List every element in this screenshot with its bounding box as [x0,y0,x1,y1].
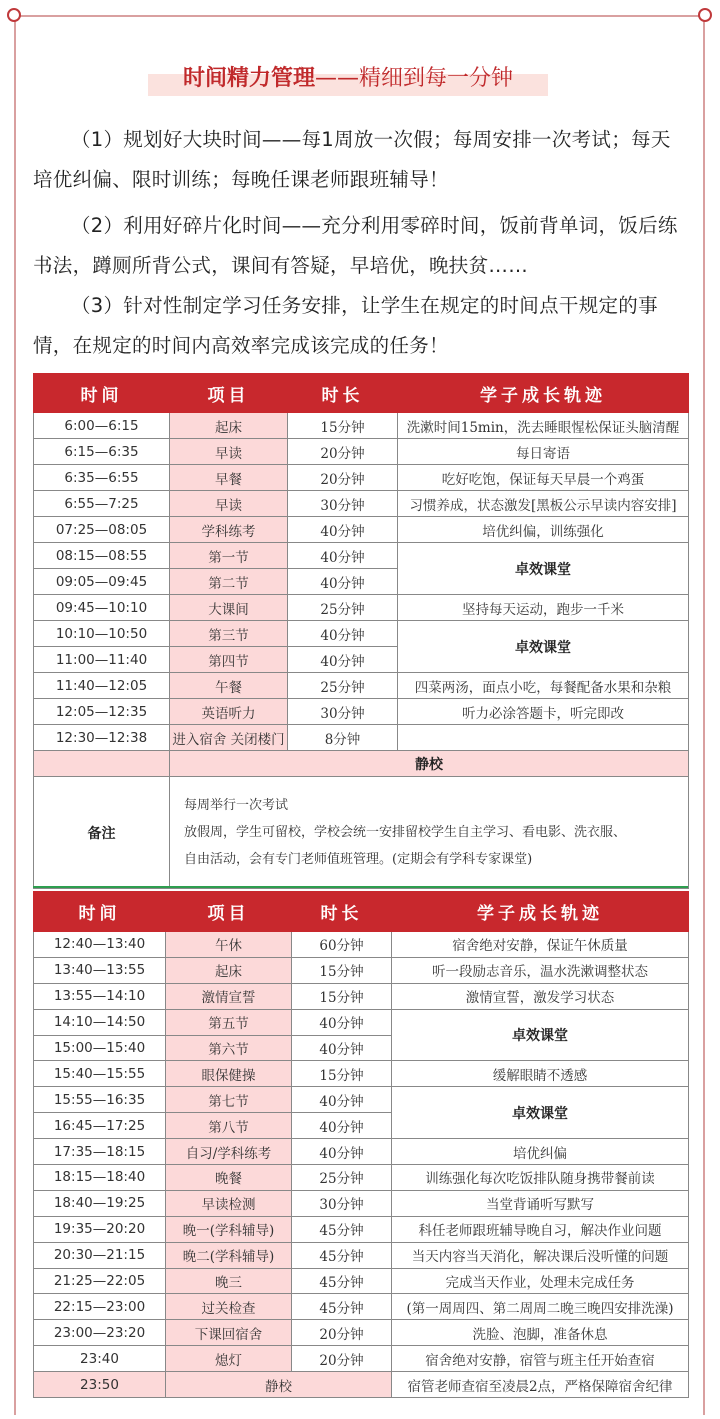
paragraph-2: （2）利用好碎片化时间——充分利用零碎时间，饭前背单词，饭后练书法，蹲厕所背公式，课间有答疑，早培优，晚扶贫…… [33,214,678,277]
cell-duration: 45分钟 [292,1242,392,1268]
table-row [34,1061,689,1087]
paragraph-3: （3）针对性制定学习任务安排，让学生在规定的时间点干规定的事情，在规定的时间内高效率完成该完成的任务！ [33,294,658,357]
cell-item: 学科练考 [170,517,288,543]
cell-track: 听一段励志音乐，温水洗漱调整状态 [392,957,689,983]
cell-time: 23:00—23:20 [34,1320,166,1346]
notes-content [170,777,689,889]
table-row [34,1346,689,1372]
cell-track: 当堂背诵听写默写 [392,1190,689,1216]
cell-duration: 60分钟 [292,932,392,958]
cell-time: 13:40—13:55 [34,957,166,983]
cell-track: 缓解眼睛不透感 [392,1061,689,1087]
cell-track: 坚持每天运动，跑步一千米 [398,595,689,621]
cell-item: 静校 [166,1372,392,1398]
cell-time: 14:10—14:50 [34,1009,166,1035]
cell-time: 12:05—12:35 [34,699,170,725]
cell-item: 英语听力 [170,699,288,725]
cell-time: 12:40—13:40 [34,932,166,958]
frame-left-line [14,15,16,1415]
table-row [34,1242,689,1268]
cell-duration: 30分钟 [288,491,398,517]
frame-top-line [14,15,704,17]
cell-item: 大课间 [170,595,288,621]
cell-duration: 45分钟 [292,1294,392,1320]
cell-duration: 25分钟 [288,673,398,699]
cell-time: 16:45—17:25 [34,1113,166,1139]
cell-duration: 20分钟 [292,1346,392,1372]
cell-time: 6:00—6:15 [34,413,170,439]
cell-time: 11:40—12:05 [34,673,170,699]
note-line: 自由活动，会有专门老师值班管理。(定期会有学科专家课堂) [184,852,533,867]
cell-duration: 20分钟 [288,439,398,465]
table-row [34,957,689,983]
cell-duration: 15分钟 [292,957,392,983]
cell-time: 11:00—11:40 [34,647,170,673]
note-line: 每周举行一次考试 [184,798,289,813]
cell-item: 熄灯 [166,1346,292,1372]
cell-time: 15:55—16:35 [34,1087,166,1113]
cell-item: 过关检查 [166,1294,292,1320]
afternoon-schedule-table [33,891,689,1398]
cell-time: 21:25—22:05 [34,1268,166,1294]
cell-duration: 8分钟 [288,725,398,751]
table-row [34,1165,689,1191]
cell-item: 早读检测 [166,1190,292,1216]
cell-track: 宿舍绝对安静，保证午休质量 [392,932,689,958]
cell-item: 第四节 [170,647,288,673]
cell-track: 吃好吃饱，保证每天早晨一个鸡蛋 [398,465,689,491]
cell-item: 下课回宿舍 [166,1320,292,1346]
cell-track: 洗漱时间15min，洗去睡眼惺松保证头脑清醒 [398,413,689,439]
cell-duration: 45分钟 [292,1216,392,1242]
cell-time: 17:35—18:15 [34,1139,166,1165]
table-row [34,1372,689,1398]
table-row [34,1294,689,1320]
table-row [34,1190,689,1216]
cell-item: 晚餐 [166,1165,292,1191]
cell-time: 6:55—7:25 [34,491,170,517]
cell-duration: 40分钟 [288,517,398,543]
table-row [34,1268,689,1294]
table-row [34,725,689,751]
quiet-school-spacer [34,751,170,777]
cell-duration: 40分钟 [292,1009,392,1035]
cell-time: 07:25—08:05 [34,517,170,543]
cell-time: 09:45—10:10 [34,595,170,621]
table-row [34,543,689,569]
table-row [34,1216,689,1242]
notes-label: 备注 [34,777,170,889]
table-row [34,983,689,1009]
cell-time: 09:05—09:45 [34,569,170,595]
cell-time: 19:35—20:20 [34,1216,166,1242]
cell-track: 每日寄语 [398,439,689,465]
cell-track-merged: 卓效课堂 [392,1009,689,1061]
note-line: 放假周，学生可留校，学校会统一安排留校学生自主学习、看电影、洗衣服、 [184,825,627,840]
cell-track: 完成当天作业，处理未完成任务 [392,1268,689,1294]
cell-track [398,725,689,751]
header-duration: 时长 [288,374,398,413]
cell-track: 洗脸、泡脚，准备休息 [392,1320,689,1346]
table-row [34,1139,689,1165]
cell-item: 眼保健操 [166,1061,292,1087]
title-subtitle: ——精细到每一分钟 [315,66,514,91]
cell-track: 宿舍绝对安静，宿管与班主任开始查宿 [392,1346,689,1372]
cell-time: 13:55—14:10 [34,983,166,1009]
cell-time: 18:15—18:40 [34,1165,166,1191]
cell-time: 15:00—15:40 [34,1035,166,1061]
cell-item: 早读 [170,439,288,465]
cell-item: 激情宣誓 [166,983,292,1009]
cell-track: 激情宣誓，激发学习状态 [392,983,689,1009]
cell-track: 培优纠偏 [392,1139,689,1165]
cell-duration: 15分钟 [292,1061,392,1087]
cell-track: 四菜两汤，面点小吃，每餐配备水果和杂粮 [398,673,689,699]
cell-track: 听力必涂答题卡，听完即改 [398,699,689,725]
cell-duration: 40分钟 [288,647,398,673]
cell-time: 08:15—08:55 [34,543,170,569]
table-row [34,517,689,543]
cell-duration: 15分钟 [288,413,398,439]
cell-duration: 40分钟 [292,1113,392,1139]
table-row [34,699,689,725]
cell-item: 第二节 [170,569,288,595]
cell-time: 6:35—6:55 [34,465,170,491]
frame-right-line [703,15,705,1415]
cell-duration: 40分钟 [292,1087,392,1113]
quiet-school-row [34,751,689,777]
cell-track-merged: 卓效课堂 [392,1087,689,1139]
cell-item: 第五节 [166,1009,292,1035]
cell-duration: 25分钟 [288,595,398,621]
cell-item: 起床 [170,413,288,439]
table-row [34,595,689,621]
cell-time: 6:15—6:35 [34,439,170,465]
cell-item: 晚一(学科辅导) [166,1216,292,1242]
paragraph-1: （1）规划好大块时间——每1周放一次假；每周安排一次考试；每天培优纠偏、限时训练；每晚任课老师跟班辅导！ [33,128,671,191]
cell-item: 早餐 [170,465,288,491]
header-duration: 时长 [292,892,392,932]
cell-item: 第三节 [170,621,288,647]
cell-duration: 40分钟 [292,1035,392,1061]
table-row [34,621,689,647]
quiet-school-label: 静校 [170,751,689,777]
header-time: 时间 [34,892,166,932]
table-row [34,932,689,958]
cell-item: 午餐 [170,673,288,699]
cell-time: 22:15—23:00 [34,1294,166,1320]
cell-time: 23:50 [34,1372,166,1398]
cell-duration: 40分钟 [288,621,398,647]
header-track: 学子成长轨迹 [398,374,689,413]
table-row [34,439,689,465]
title-text [148,62,548,96]
cell-track: 培优纠偏，训练强化 [398,517,689,543]
cell-time: 20:30—21:15 [34,1242,166,1268]
cell-track: (第一周周四、第二周周二晚三晚四安排洗澡) [392,1294,689,1320]
table-row [34,1009,689,1035]
corner-ornament-left [7,8,21,22]
cell-track: 科任老师跟班辅导晚自习，解决作业问题 [392,1216,689,1242]
cell-duration: 20分钟 [292,1320,392,1346]
section-title [148,62,548,96]
cell-item: 进入宿舍 关闭楼门 [170,725,288,751]
cell-duration: 30分钟 [292,1190,392,1216]
header-item: 项目 [170,374,288,413]
header-item: 项目 [166,892,292,932]
cell-time: 12:30—12:38 [34,725,170,751]
table-row [34,465,689,491]
morning-schedule-table [33,373,689,889]
header-time: 时间 [34,374,170,413]
cell-item: 第八节 [166,1113,292,1139]
table-row [34,1320,689,1346]
cell-track-merged: 卓效课堂 [398,543,689,595]
title-bold: 时间精力管理 [182,66,315,91]
header-track: 学子成长轨迹 [392,892,689,932]
cell-item: 第六节 [166,1035,292,1061]
cell-duration: 15分钟 [292,983,392,1009]
cell-duration: 40分钟 [288,543,398,569]
cell-item: 晚二(学科辅导) [166,1242,292,1268]
cell-item: 自习/学科练考 [166,1139,292,1165]
table-header-row [34,892,689,932]
cell-track-merged: 卓效课堂 [398,621,689,673]
cell-duration: 25分钟 [292,1165,392,1191]
cell-duration: 30分钟 [288,699,398,725]
cell-item: 午休 [166,932,292,958]
cell-time: 23:40 [34,1346,166,1372]
cell-duration: 45分钟 [292,1268,392,1294]
table-row [34,1087,689,1113]
cell-item: 早读 [170,491,288,517]
table-header-row [34,374,689,413]
cell-item: 第七节 [166,1087,292,1113]
cell-time: 10:10—10:50 [34,621,170,647]
cell-track: 宿管老师查宿至凌晨2点，严格保障宿舍纪律 [392,1372,689,1398]
corner-ornament-right [698,8,712,22]
cell-track: 训练强化每次吃饭排队随身携带餐前读 [392,1165,689,1191]
cell-track: 当天内容当天消化，解决课后没听懂的问题 [392,1242,689,1268]
cell-duration: 40分钟 [292,1139,392,1165]
cell-item: 起床 [166,957,292,983]
cell-track: 习惯养成，状态激发[黑板公示早读内容安排] [398,491,689,517]
table-row [34,673,689,699]
cell-time: 18:40—19:25 [34,1190,166,1216]
table-row [34,413,689,439]
cell-duration: 20分钟 [288,465,398,491]
table-divider-mark [33,886,688,888]
notes-row [34,777,689,889]
cell-time: 15:40—15:55 [34,1061,166,1087]
cell-duration: 40分钟 [288,569,398,595]
cell-item: 第一节 [170,543,288,569]
cell-item: 晚三 [166,1268,292,1294]
table-row [34,491,689,517]
